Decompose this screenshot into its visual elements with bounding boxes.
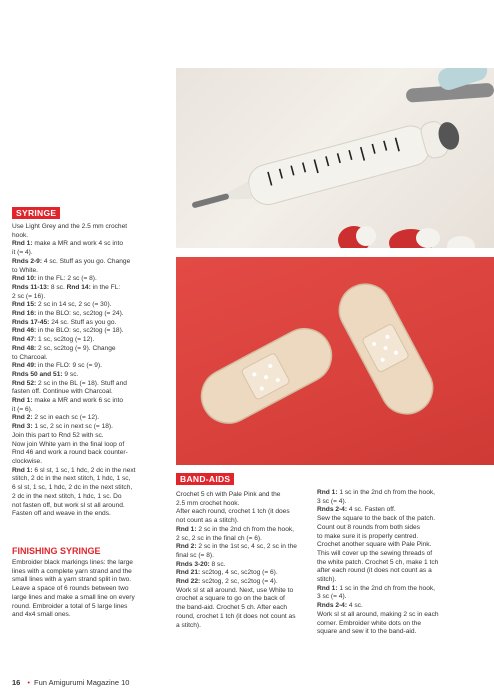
round-label: Rnds 50 and 51: [12,370,63,378]
instruction-text: 1 sc, sc2tog (= 12). [36,336,95,344]
syringe-line [12,510,172,519]
syringe-line [12,458,172,467]
round-label: Rnd 2: [12,414,33,422]
instruction-text: sc2tog, 4 sc, sc2tog (= 6). [200,569,278,577]
round-label: Rnd 1: [317,584,338,592]
page-number: 16 [12,678,21,687]
instruction-text: not count as a stitch). [176,517,239,525]
syringe-line [12,449,172,458]
instruction-text: 2 sc in 14 sc, 2 sc (= 30). [36,301,112,309]
instruction-text: sc2tog, 2 sc, sc2tog (= 4). [200,578,278,586]
round-label: Rnd 49: [12,362,37,370]
bandaids-line [176,622,314,631]
round-label: Rnd 21: [176,569,201,577]
instruction-text: it (= 4). [12,249,33,257]
instruction-text: make a MR and work 4 sc into [32,240,124,248]
page-footer [12,678,129,687]
bandaids-line [317,602,477,611]
syringe-line [12,441,172,450]
instruction-text: 8 sc. [49,283,67,291]
syringe-line [12,310,172,319]
instruction-text: 2 sc, sc2tog (= 9). Change [36,344,116,352]
instruction-text: to Charcoal. [12,353,48,361]
bandaids-line [176,526,314,535]
round-label: Rnd 15: [12,301,37,309]
instruction-text: in the BLO: sc, sc2tog (= 24). [36,310,124,318]
bandaids-line [176,500,314,509]
bandaids-line [176,491,314,500]
syringe-instructions [12,223,172,519]
instruction-text: 4 sc. Fasten off. [347,506,396,514]
round-label: Rnd 3: [12,423,33,431]
instruction-text: Join this part to Rnd 52 with sc. [12,431,104,439]
bandaids-line [176,613,314,622]
syringe-line [12,406,172,415]
instruction-text: crochet a square to go on the back of [176,595,285,603]
bandaids-line [317,576,477,585]
finishing-line: Embroider black markings lines: the large [12,559,133,566]
bandaids-line [176,508,314,517]
syringe-line [12,493,172,502]
syringe-line [12,502,172,511]
round-label: Rnds 2-4: [317,506,348,514]
syringe-illustration [176,68,494,248]
instruction-text: in the FLO: 9 sc (= 9). [36,362,102,370]
instruction-text: Rnd 46 and work a round back counter- [12,449,128,457]
bandaids-line [317,541,477,550]
instruction-text: Use Light Grey and the 2.5 mm crochet [12,223,128,230]
instruction-text: Work sl st all around, making 2 sc in each [317,610,439,618]
syringe-line [12,223,172,232]
round-label: Rnd 16: [12,310,37,318]
bandaids-line [176,561,314,570]
instruction-text: 2 sc (= 16). [12,292,46,300]
instruction-text: 2.5 mm crochet hook. [176,499,240,507]
syringe-line [12,432,172,441]
syringe-line [12,484,172,493]
instruction-text: After each round, crochet 1 tch (it does [176,508,290,516]
instruction-text: to White. [12,266,39,274]
round-label: Rnd 1: [12,397,33,405]
syringe-line [12,275,172,284]
syringe-line [12,467,172,476]
finishing-instructions [12,559,172,620]
syringe-heading: SYRINGE [12,207,60,219]
instruction-text: 9 sc. [62,370,79,378]
instruction-text: hook. [12,231,29,239]
bandaids-line [317,611,477,620]
bandaids-line [317,550,477,559]
bandaids-line [176,552,314,561]
bandaids-heading: BAND-AIDS [176,473,234,485]
round-label: Rnd 47: [12,336,37,344]
syringe-line [12,249,172,258]
instruction-text: final sc (= 8). [176,551,214,559]
instruction-text: 3 sc (= 4). [317,593,347,601]
round-label: Rnd 14: [66,283,91,291]
syringe-line [12,345,172,354]
round-label: Rnd 10: [12,275,37,283]
syringe-line [12,414,172,423]
bandaids-line [317,533,477,542]
syringe-line [12,240,172,249]
syringe-line [12,319,172,328]
finishing-line: lines with a complete yarn strand and the [12,567,132,575]
instruction-text: This will cover up the sewing threads of [317,549,433,557]
bandaids-line [317,498,477,507]
instruction-text: fasten off. Continue with Charcoal. [12,388,113,396]
instruction-text: 2 sc, 2 sc in the final ch (= 6). [176,534,262,542]
instruction-text: 6 sl st, 1 sc, 1 hdc, 2 dc in the next [32,466,136,474]
footer-separator: • [27,678,30,687]
instruction-text: it (= 6). [12,405,33,413]
instruction-text: 4 sc. [347,602,363,610]
instruction-text: Work sl st all around. Next, use White to [176,586,294,594]
finishing-syringe-heading: FINISHING SYRINGE [12,546,101,556]
round-label: Rnd 22: [176,578,201,586]
round-label: Rnds 17-45: [12,318,50,326]
syringe-photo [176,68,494,248]
finishing-line: round. Embroider a total of 5 large lines [12,602,128,610]
bandaids-line [317,489,477,498]
instruction-text: the band-aid. Crochet 5 ch. After each [176,604,288,612]
instruction-text: 1 sc in the 2nd ch from the hook, [337,584,436,592]
instruction-text: Crochet 5 ch with Pale Pink and the [176,491,281,498]
bandaids-line [317,567,477,576]
bandaid-illustration [176,257,494,465]
bandaids-line [176,595,314,604]
syringe-line [12,293,172,302]
instruction-text: 1 sc, 2 sc in next sc (= 18). [32,423,113,431]
syringe-line [12,258,172,267]
syringe-line [12,284,172,293]
round-label: Rnds 3-20: [176,560,210,568]
bandaids-instructions-col-1 [176,491,314,630]
finishing-line: Leave a space of 6 rounds between two [12,585,129,593]
instruction-text: Sew the square to the back of the patch. [317,515,436,523]
bandaids-line [317,628,477,637]
bandaids-line [176,604,314,613]
bandaids-line [176,517,314,526]
finishing-line: small lines with a yarn strand split in two. [12,576,132,584]
syringe-line [12,475,172,484]
bandaids-line [317,524,477,533]
bandaids-line [176,587,314,596]
instruction-text: 2 sc in the 2nd ch from the hook, [196,525,295,533]
syringe-line [12,397,172,406]
instruction-text: a stitch). [176,621,201,629]
instruction-text: 2 dc in the next stitch, 1 hdc, 1 sc. Do [12,492,122,500]
round-label: Rnds 11-13: [12,283,50,291]
bandaids-line [176,578,314,587]
instruction-text: 1 sc in the 2nd ch from the hook, [337,489,436,496]
bandaids-line [317,506,477,515]
bandaids-line [176,543,314,552]
round-label: Rnd 52: [12,379,37,387]
instruction-text: Count out 8 rounds from both sides [317,523,420,531]
instruction-text: 4 sc. Stuff as you go. Change [42,257,131,265]
instruction-text: in the FL: 2 sc (= 8). [36,275,97,283]
instruction-text: Fasten off and weave in the ends. [12,510,111,518]
bandaid-photo [176,257,494,465]
round-label: Rnd 48: [12,344,37,352]
bandaids-instructions-col-2 [317,489,477,637]
instruction-text: 2 sc in the 1st sc, 4 sc, 2 sc in the [196,543,297,551]
finishing-line: and 4x4 small ones. [12,611,71,619]
round-label: Rnds 2-4: [317,602,348,610]
round-label: Rnds 2-9: [12,257,43,265]
instruction-text: square and sew it to the band-aid. [317,628,417,636]
instruction-text: 6 sl st, 1 sc, 1 hdc, 2 dc in the next stitch, [12,484,133,492]
syringe-line [12,423,172,432]
syringe-line [12,327,172,336]
instruction-text: 2 sc in each sc (= 12). [32,414,100,422]
bandaids-line [176,535,314,544]
round-label: Rnd 1: [12,466,33,474]
instruction-text: in the FL: [90,283,121,291]
instruction-text: Crochet another square with Pale Pink. [317,541,432,549]
instruction-text: in the BLO: sc, sc2tog (= 18). [36,327,124,335]
instruction-text: the white patch. Crochet 5 ch, make 1 tch [317,558,439,566]
bandaids-line [317,620,477,629]
instruction-text: 2 sc in the BL (= 18). Stuff and [36,379,127,387]
instruction-text: round, crochet 1 tch (it does not count as [176,612,296,620]
round-label: Rnd 2: [176,543,197,551]
syringe-line [12,301,172,310]
instruction-text: 8 sc. [209,560,226,568]
syringe-line [12,336,172,345]
instruction-text: corner. Embroider white dots on the [317,619,422,627]
syringe-line [12,388,172,397]
instruction-text: clockwise. [12,457,43,465]
instruction-text: stitch). [317,576,337,584]
instruction-text: make a MR and work 6 sc into [32,397,124,405]
instruction-text: after each round (it does not count as a [317,567,432,575]
finishing-line: large lines and make a small line on every [12,593,135,601]
bandaids-line [317,593,477,602]
syringe-line [12,371,172,380]
syringe-line [12,354,172,363]
instruction-text: not fasten off, but work sl st all around. [12,501,125,509]
instruction-text: Now join White yarn in the final loop of [12,440,125,448]
syringe-line [12,232,172,241]
instruction-text: to make sure it is properly centred. [317,532,419,540]
round-label: Rnd 1: [12,240,33,248]
bandaids-line [176,569,314,578]
publication-name: Fun Amigurumi Magazine 10 [33,678,130,687]
round-label: Rnd 46: [12,327,37,335]
instruction-text: 24 sc. Stuff as you go. [49,318,117,326]
bandaids-line [317,559,477,568]
syringe-line [12,362,172,371]
round-label: Rnd 1: [176,525,197,533]
bandaids-line [317,585,477,594]
bandaids-line [317,515,477,524]
round-label: Rnd 1: [317,489,338,496]
instruction-text: 3 sc (= 4). [317,497,347,505]
instruction-text: stitch, 2 dc in the next stitch, 1 hdc, 1 sc, [12,475,131,483]
syringe-line [12,267,172,276]
syringe-line [12,380,172,389]
